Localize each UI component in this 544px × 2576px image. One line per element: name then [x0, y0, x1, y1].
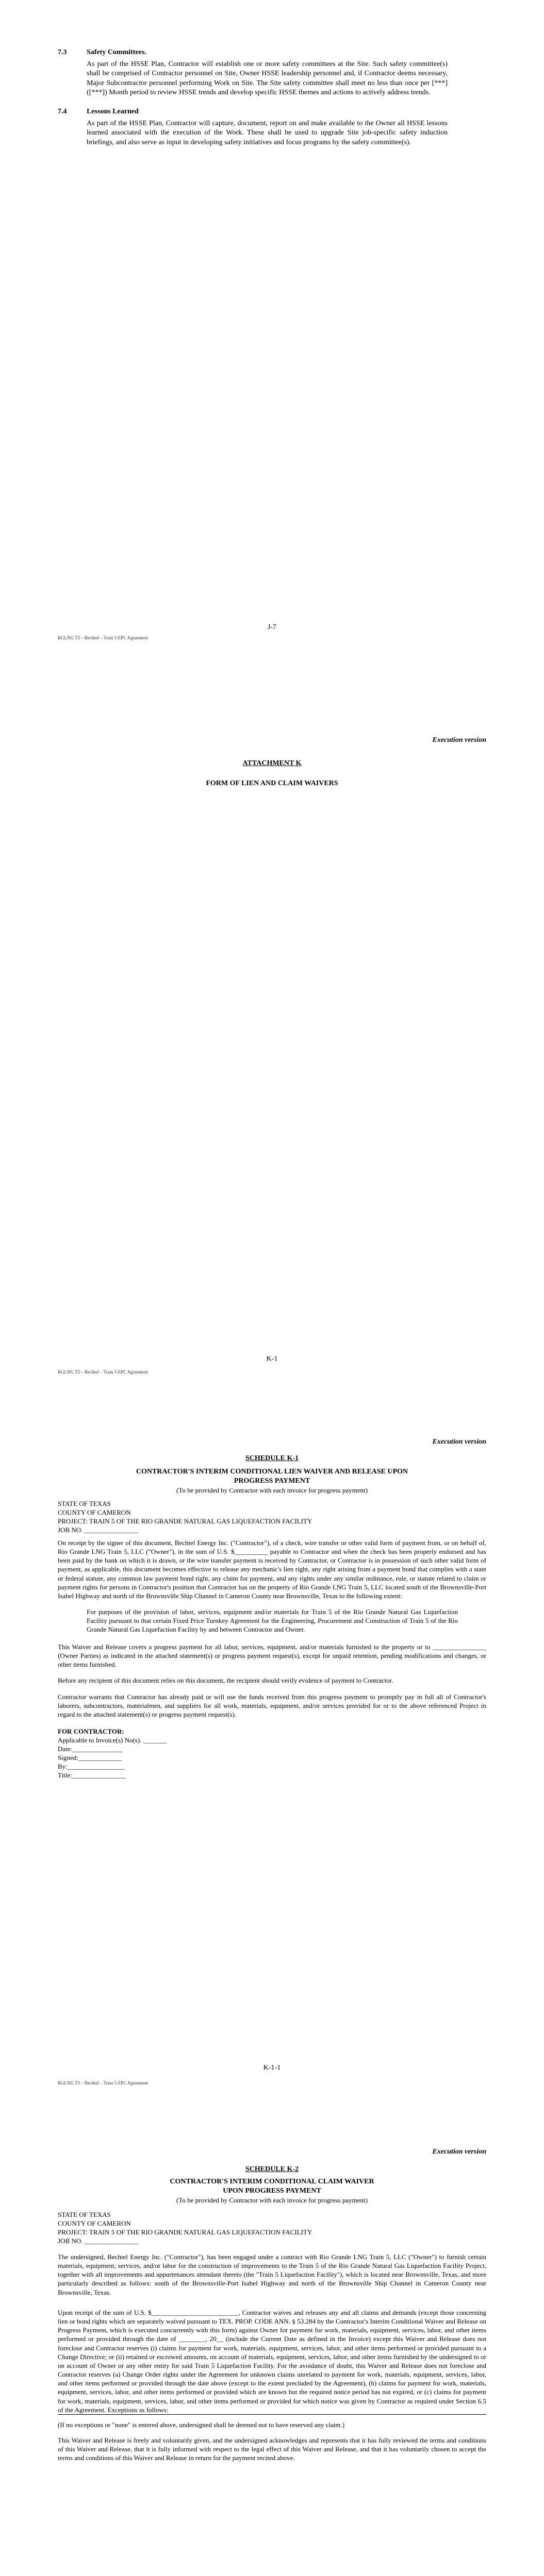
page-k2-1 [0, 2133, 544, 2576]
schedule-subtitle: (To be provided by Contractor with each invoice for progress payment) [176, 2196, 368, 2204]
release-paragraph-1: On receipt by the signer of this document, Bechtel Energy Inc. ("Contractor"), of a check, wire transfer or other valid form of payment from, or on behalf of, Rio Grande LNG Train 5, LLC ("Owner"), in the sum of U.S. $__________ payable to Contractor and when the check has been properly endorsed and has been paid by the bank on which it is drawn, or the wire transfer payment is received by Contractor, or Contractor is in possession of such other valid form of payment, as applicable, this document becomes effective to release any mechanic's lien right, any right arising from a payment bond that complies with a state or federal statute, any common law payment bond right, any claim for payment, and any rights under any similar ordinance, rule, or statute related to claim or payment rights for persons in Contractor's position that Contractor has on the property of Rio Grande LNG Train 5, LLC located south of the Brownsville-Port Isabel Highway and north of the Brownsville Ship Channel in Cameron County near Brownsville, Texas to the following extent: [58, 1539, 486, 1600]
page-j7 [0, 0, 544, 711]
county-line: COUNTY OF CAMERON [58, 2219, 131, 2227]
schedule-heading: SCHEDULE K-1 [245, 1454, 299, 1462]
signature-line-signed: Signed:_____________ [58, 1754, 122, 1761]
page-number: J-7 [267, 623, 277, 631]
waiver-paragraph-3: This Waiver and Release is freely and voluntarily given, and the undersigned acknowledges and represents that it has fully reviewed the terms and conditions of this Waiver and Release, that it is fully informed with respect to the legal effect of this Waiver and Release, and that it has voluntarily chosen to accept the terms and conditions of this Waiver and Release in return for the payment recited above. [58, 2436, 486, 2462]
page-footer: RGLNG T5 – Bechtel – Train 5 EPC Agreement [58, 2080, 148, 2086]
execution-version-header: Execution version [432, 1438, 486, 1446]
page-footer: RGLNG T5 – Bechtel – Train 5 EPC Agreement [58, 635, 148, 640]
page-number: K-1 [266, 1355, 278, 1363]
page-k1 [0, 711, 544, 1422]
signature-line-date: Date:_______________ [58, 1745, 123, 1753]
exceptions-note: (If no exceptions or "none" is entered above, undersigned shall be deemed not to have reserved any claim.) [58, 2421, 345, 2429]
page-number: K-1-1 [263, 2064, 281, 2072]
release-paragraph-purposes: For purposes of the provision of labor, services, equipment and/or materials for Train 5 of the Rio Grande Natural Gas Liquefaction Facility pursuant to that certain Fixed Price Turnkey Agreement for the Engineering, Procurement and Construction of Train 5 of the Rio Grande Natural Gas Liquefaction Facility by and between Contractor and Owner. [87, 1608, 458, 1634]
section-7-3-title: Safety Committees. [87, 48, 146, 56]
section-7-3-body: As part of the HSSE Plan, Contractor will establish one or more safety committees at the Site. Such safety committee(s) shall be comprised of Contractor personnel on Site, Owner HSSE leadership personnel and, if Contractor deems necessary, Major Subcontractor personnel performing Work on Site. The Site safety committee shall meet no less than once per [***] ([***]) Month period to review HSSE trends and develop specific HSSE themes and actions to actively address trends. [87, 60, 448, 97]
section-7-4-body: As part of the HSSE Plan, Contractor will capture, document, report on and make available to the Owner all HSSE lessons learned associated with the execution of the Work. These shall be used to upgrade Site job-specific safety induction briefings, and also serve as input in developing safety initiatives and focus programs by the safety committee(s). [87, 120, 448, 146]
job-number-line: JOB NO. ________________ [58, 1526, 138, 1534]
section-7-4-number: 7.4 [58, 108, 67, 115]
exceptions-line [58, 2414, 486, 2415]
schedule-title-line1: CONTRACTOR'S INTERIM CONDITIONAL CLAIM WAIVER [170, 2178, 374, 2185]
signature-line-title: Title:________________ [58, 1771, 126, 1779]
schedule-heading: SCHEDULE K-2 [245, 2165, 299, 2173]
waiver-paragraph-1: The undersigned, Bechtel Energy Inc. ("Contractor"), has been engaged under a contract with Rio Grande LNG Train 5, LLC ("Owner") to furnish certain materials, equipment, services, and/or labor for the construction of improvements to the Train 5 of the Rio Grande Natural Gas Liquefaction Facility Project, together with all improvements and appurtenances attendant thereto (the "Train 5 Liquefaction Facility"), which is located near Brownsville, Texas, and more particularly described as follows: south of the Brownsville-Port Isabel Highway and north of the Brownsville Ship Channel in Cameron County near Brownsville, Texas. [58, 2253, 486, 2296]
signature-line-invoice: Applicable to Invoice(s) No(s). _______ [58, 1736, 167, 1744]
attachment-heading: ATTACHMENT K [242, 759, 302, 767]
project-line: PROJECT: TRAIN 5 OF THE RIO GRANDE NATURAL GAS LIQUEFACTION FACILITY [58, 1517, 312, 1525]
county-line: COUNTY OF CAMERON [58, 1509, 131, 1516]
page-footer: RGLNG T5 – Bechtel – Train 5 EPC Agreement [58, 1369, 148, 1375]
job-number-line: JOB NO. ________________ [58, 2237, 138, 2245]
signature-line-by: By:_________________ [58, 1762, 125, 1770]
execution-version-header: Execution version [432, 2148, 486, 2156]
section-7-3-number: 7.3 [58, 48, 67, 56]
schedule-title-line1: CONTRACTOR'S INTERIM CONDITIONAL LIEN WAIVER AND RELEASE UPON [136, 1468, 408, 1476]
for-contractor-label: FOR CONTRACTOR: [58, 1727, 124, 1735]
schedule-subtitle: (To be provided by Contractor with each invoice for progress payment) [176, 1486, 368, 1494]
execution-version-header: Execution version [432, 736, 486, 744]
state-line: STATE OF TEXAS [58, 2211, 111, 2218]
page-k1-1 [0, 1422, 544, 2133]
attachment-title: FORM OF LIEN AND CLAIM WAIVERS [206, 779, 338, 787]
section-7-4-title: Lessons Learned [87, 108, 139, 115]
schedule-title-line2: PROGRESS PAYMENT [234, 1477, 310, 1485]
waiver-paragraph-2: Upon receipt of the sum of U.S. $__________________________, Contractor waives and releases any and all claims and demands (except those concerning lien or bond rights which are separately waived pursuant to TEX. PROP. CODE ANN. § 53.284 by the Contractor's Interim Conditional Waiver and Release on Progress Payment, which is executed concurrently with this form) against Owner for payment for work, materials, equipment, services, labor, and other items performed or provided through the date of ________, 20__ (include the Current Date as defined in the Invoice) except this Waiver and Release does not foreclose and Contractor reserves (i) claims for payment for work, materials, equipment, services, labor, and other items performed or provided pursuant to a Change Directive; or (ii) retained or escrowed amounts, on account of materials, equipment, services, labor, and other items furnished by the undersigned to or on account of Owner or any other entity for said Train 5 Liquefaction Facility. For the avoidance of doubt, this Waiver and Release does not foreclose and Contractor reserves (a) Change Order rights under the Agreement for unknown claims unrelated to payment for work, materials, equipment, services, labor, and other items performed or provided through the date above (except to the extent precluded by the Agreement), (b) claims for payment for work, materials, equipment, services, labor, and other items performed or provided which are known but the required notice period has not expired, or (c) claims for payment for work, materials, equipment, services, labor, and other items performed or provided for which notice was given by Contractor as required under Section 6.5 of the Agreement. Exceptions as follows: [58, 2309, 486, 2414]
release-paragraph-4: Before any recipient of this document relies on this document, the recipient should verify evidence of payment to Contractor. [58, 1676, 393, 1684]
project-line: PROJECT: TRAIN 5 OF THE RIO GRANDE NATURAL GAS LIQUEFACTION FACILITY [58, 2228, 312, 2236]
schedule-title-line2: UPON PROGRESS PAYMENT [223, 2187, 321, 2195]
release-paragraph-3: This Waiver and Release covers a progress payment for all labor, services, equipment, and/or materials furnished to the property or to ________________ (Owner Parties) as indicated in the attached statement(s) or progress payment request(s), except for unpaid retention, pending modifications and changes, or other items furnished. [58, 1643, 486, 1669]
release-paragraph-5: Contractor warrants that Contractor has already paid or will use the funds received from this progress payment to promptly pay in full all of Contractor's laborers, subcontractors, materialmen, and suppliers for all work, materials, equipment, and/or services provided for or to the above referenced Project in regard to the attached statement(s) or progress payment request(s). [58, 1693, 486, 1719]
state-line: STATE OF TEXAS [58, 1500, 111, 1507]
